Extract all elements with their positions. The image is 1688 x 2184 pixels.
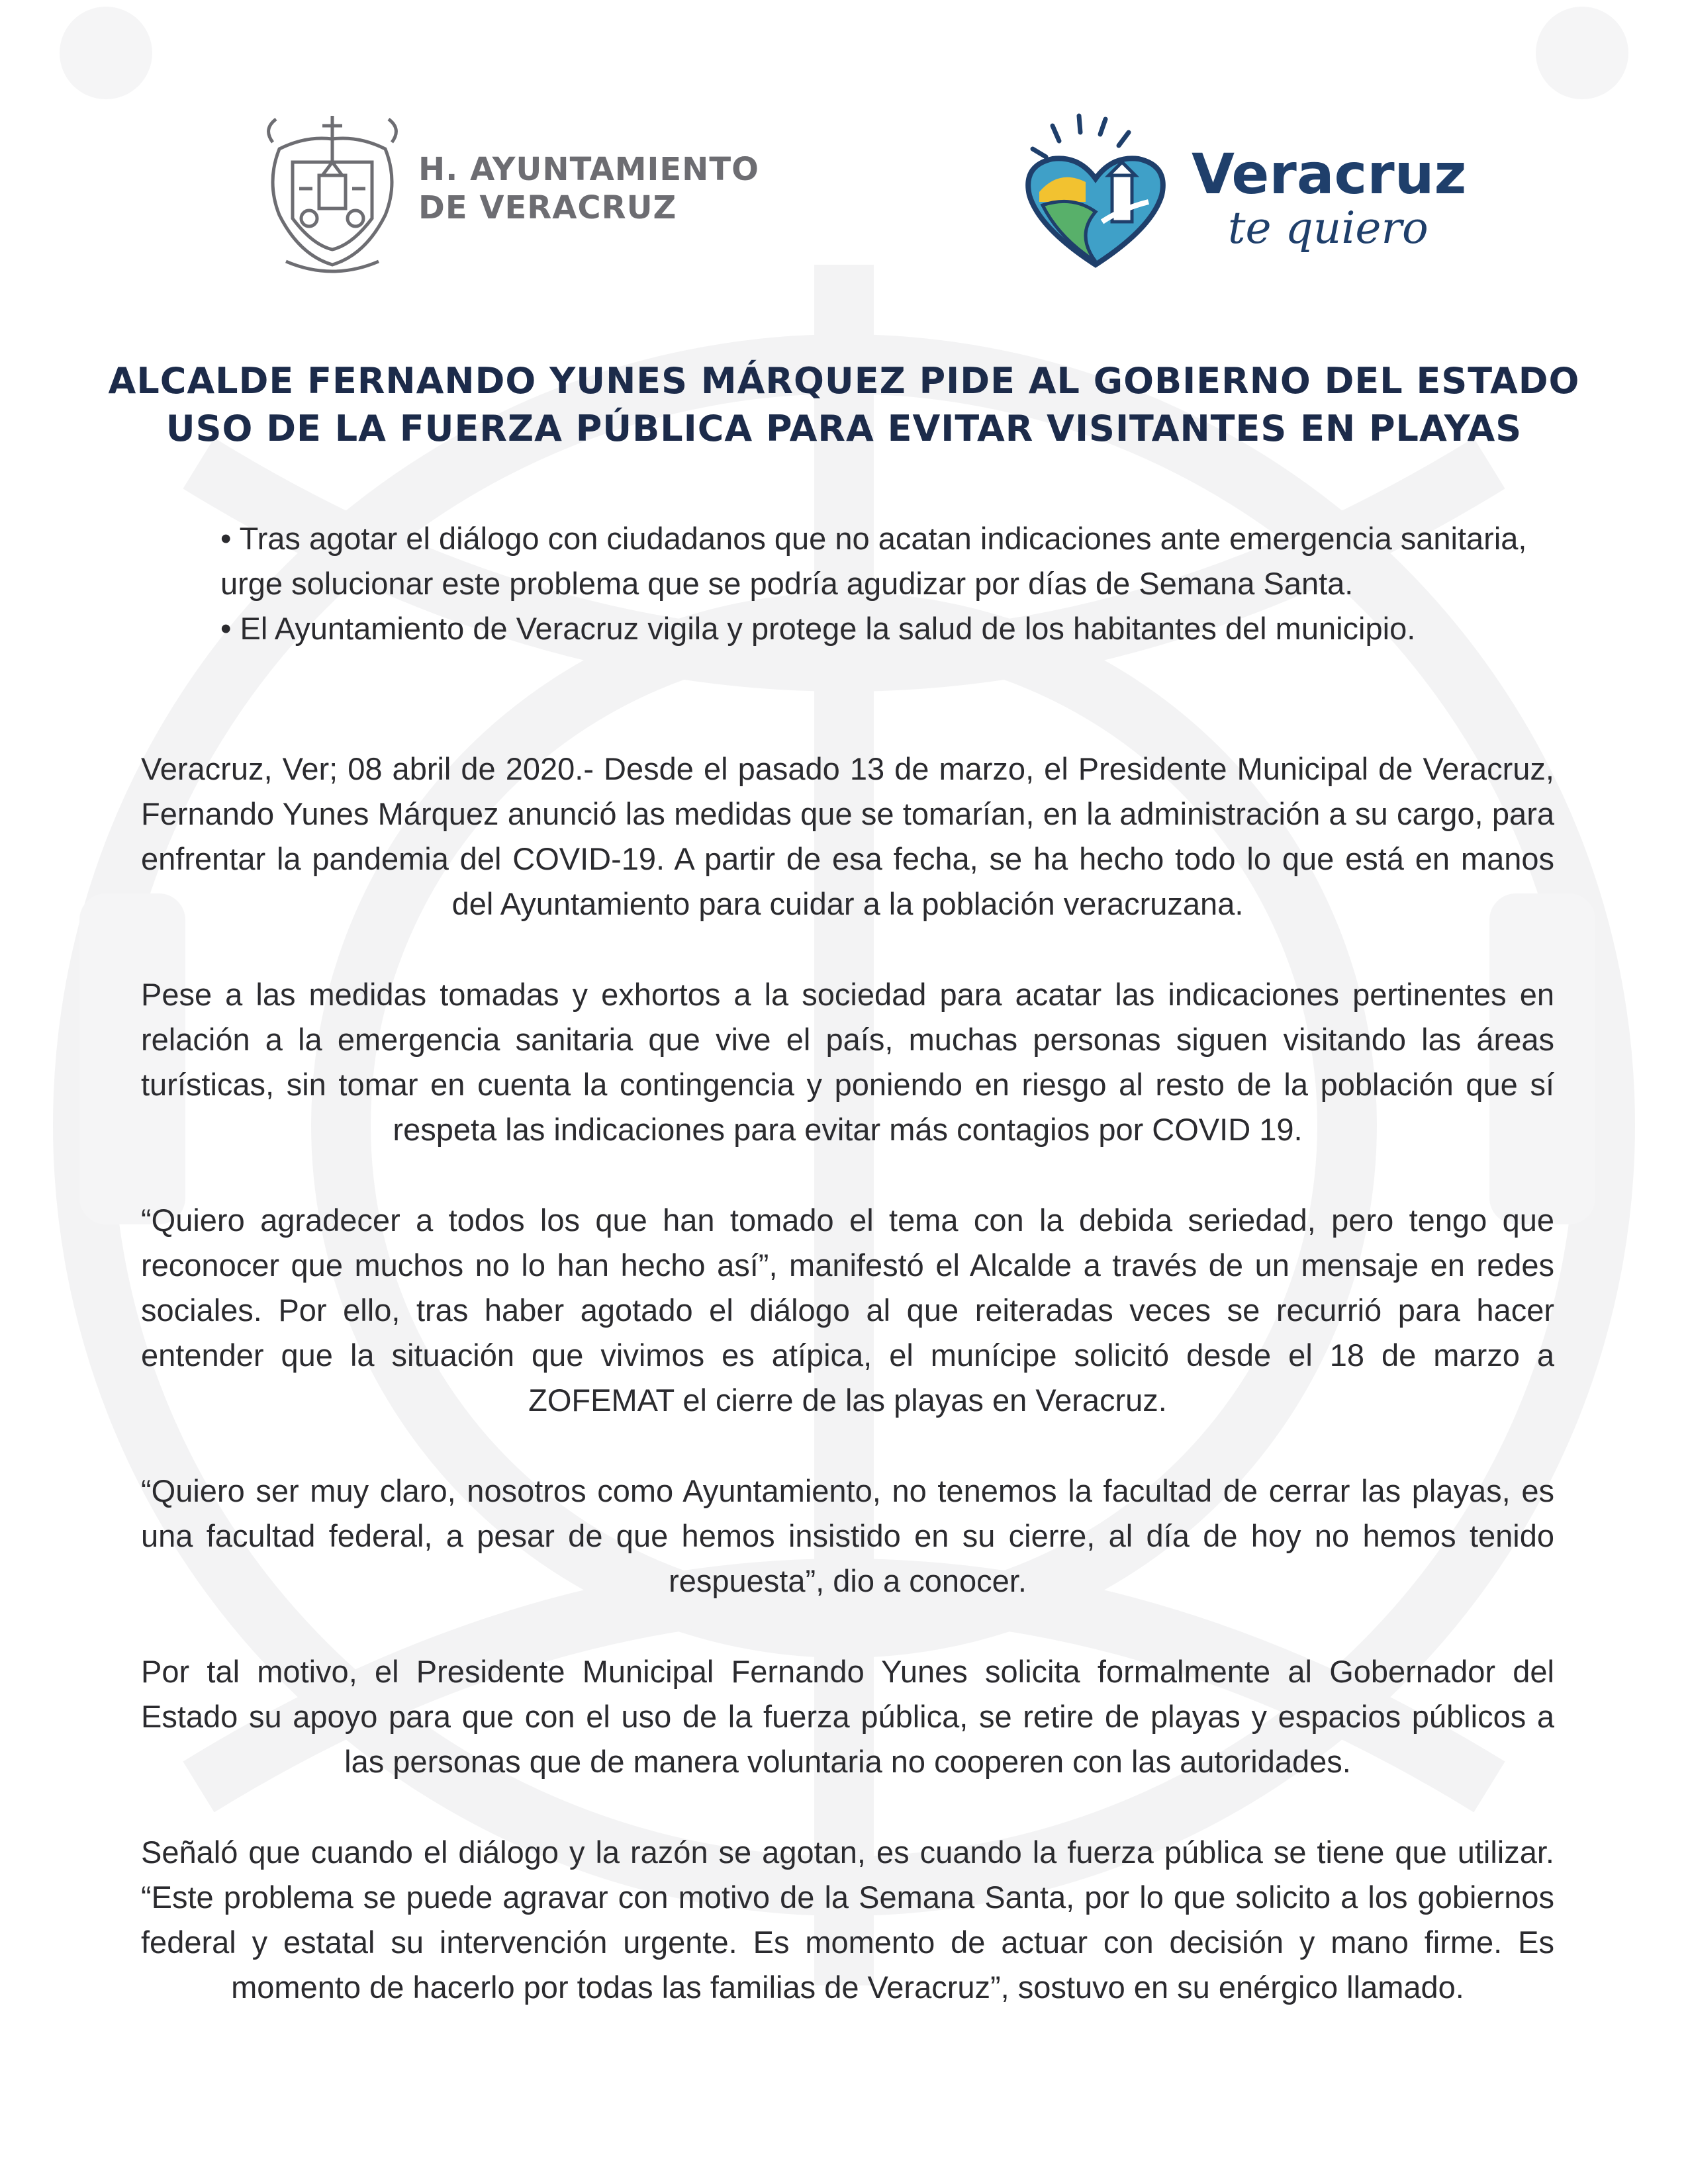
organization-name [418, 150, 763, 227]
title-line-1: ALCALDE FERNANDO YUNES MÁRQUEZ PIDE AL GOBIERNO DEL ESTADO [108, 360, 1580, 402]
body-paragraph: Veracruz, Ver; 08 abril de 2020.- Desde el pasado 13 de marzo, el Presidente Municipal de Veracruz, Fernando Yunes Márquez anunció las medidas que se tomarían, en la administración a su cargo, para enfrentar la pandemia del COVID-19. A partir de esa fecha, se ha hecho todo lo que está en manos del Ayuntamiento para cuidar a la población veracruzana. [141, 751, 1554, 921]
brand-tagline: te quiero [1228, 203, 1429, 253]
municipal-crest-icon [259, 103, 405, 275]
body-paragraph: Pese a las medidas tomadas y exhortos a la sociedad para acatar las indicaciones pertinentes en relación a la emergencia sanitaria que vive el país, muchas personas siguen visitando las áreas turísticas, sin tomar en cuenta la contingencia y poniendo en riesgo al resto de la población que sí respeta las indicaciones para evitar más contagios por COVID 19. [141, 977, 1554, 1147]
body-paragraph: Por tal motivo, el Presidente Municipal Fernando Yunes solicita formalmente al Gobernador del Estado su apoyo para que con el uso de la fuerza pública, se retire de playas y espacios públicos a las personas que de manera voluntaria no cooperen con las autoridades. [141, 1654, 1554, 1779]
body-paragraph: “Quiero agradecer a todos los que han tomado el tema con la debida seriedad, pero tengo que reconocer que muchos no lo han hecho así”, manifestó el Alcalde a través de un mensaje en redes sociales. Por ello, tras haber agotado el diálogo al que reiteradas veces se recurrió para hacer entender que la situación que vivimos es atípica, el munícipe solicitó desde el 18 de marzo a ZOFEMAT el cierre de las playas en Veracruz. [141, 1203, 1554, 1418]
bullet-item: • Tras agotar el diálogo con ciudadanos que no acatan indicaciones ante emergencia sanitaria, urge solucionar este problema que se podría agudizar por días de Semana Santa. [220, 521, 1527, 601]
organization-name-line2: DE VERACRUZ [418, 189, 677, 226]
veracruz-te-quiero-logo [1013, 103, 1467, 275]
bullet-item: • El Ayuntamiento de Veracruz vigila y protege la salud de los habitantes del municipio. [220, 611, 1416, 646]
title-line-2: USO DE LA FUERZA PÚBLICA PARA EVITAR VISITANTES EN PLAYAS [165, 408, 1523, 449]
organization-name-line1: H. AYUNTAMIENTO [418, 151, 759, 188]
body-paragraph: “Quiero ser muy claro, nosotros como Ayuntamiento, no tenemos la facultad de cerrar las playas, es una facultad federal, a pesar de que hemos insistido en su cierre, al día de hoy no hemos tenido respuesta”, dio a conocer. [141, 1473, 1554, 1598]
page-title [106, 357, 1582, 453]
heart-lighthouse-icon [1013, 103, 1178, 275]
brand-name: Veracruz [1192, 142, 1467, 206]
article-body [141, 747, 1554, 2056]
body-paragraph: Señaló que cuando el diálogo y la razón se agotan, es cuando la fuerza pública se tiene que utilizar. “Este problema se puede agravar con motivo de la Semana Santa, por lo que solicito a los gobiernos federal y estatal su intervención urgente. Es momento de actuar con decisión y mano firme. Es momento de hacerlo por todas las familias de Veracruz”, sostuvo en su enérgico llamado. [141, 1835, 1554, 2005]
summary-bullets [220, 516, 1528, 651]
ayuntamiento-logo [259, 103, 763, 275]
